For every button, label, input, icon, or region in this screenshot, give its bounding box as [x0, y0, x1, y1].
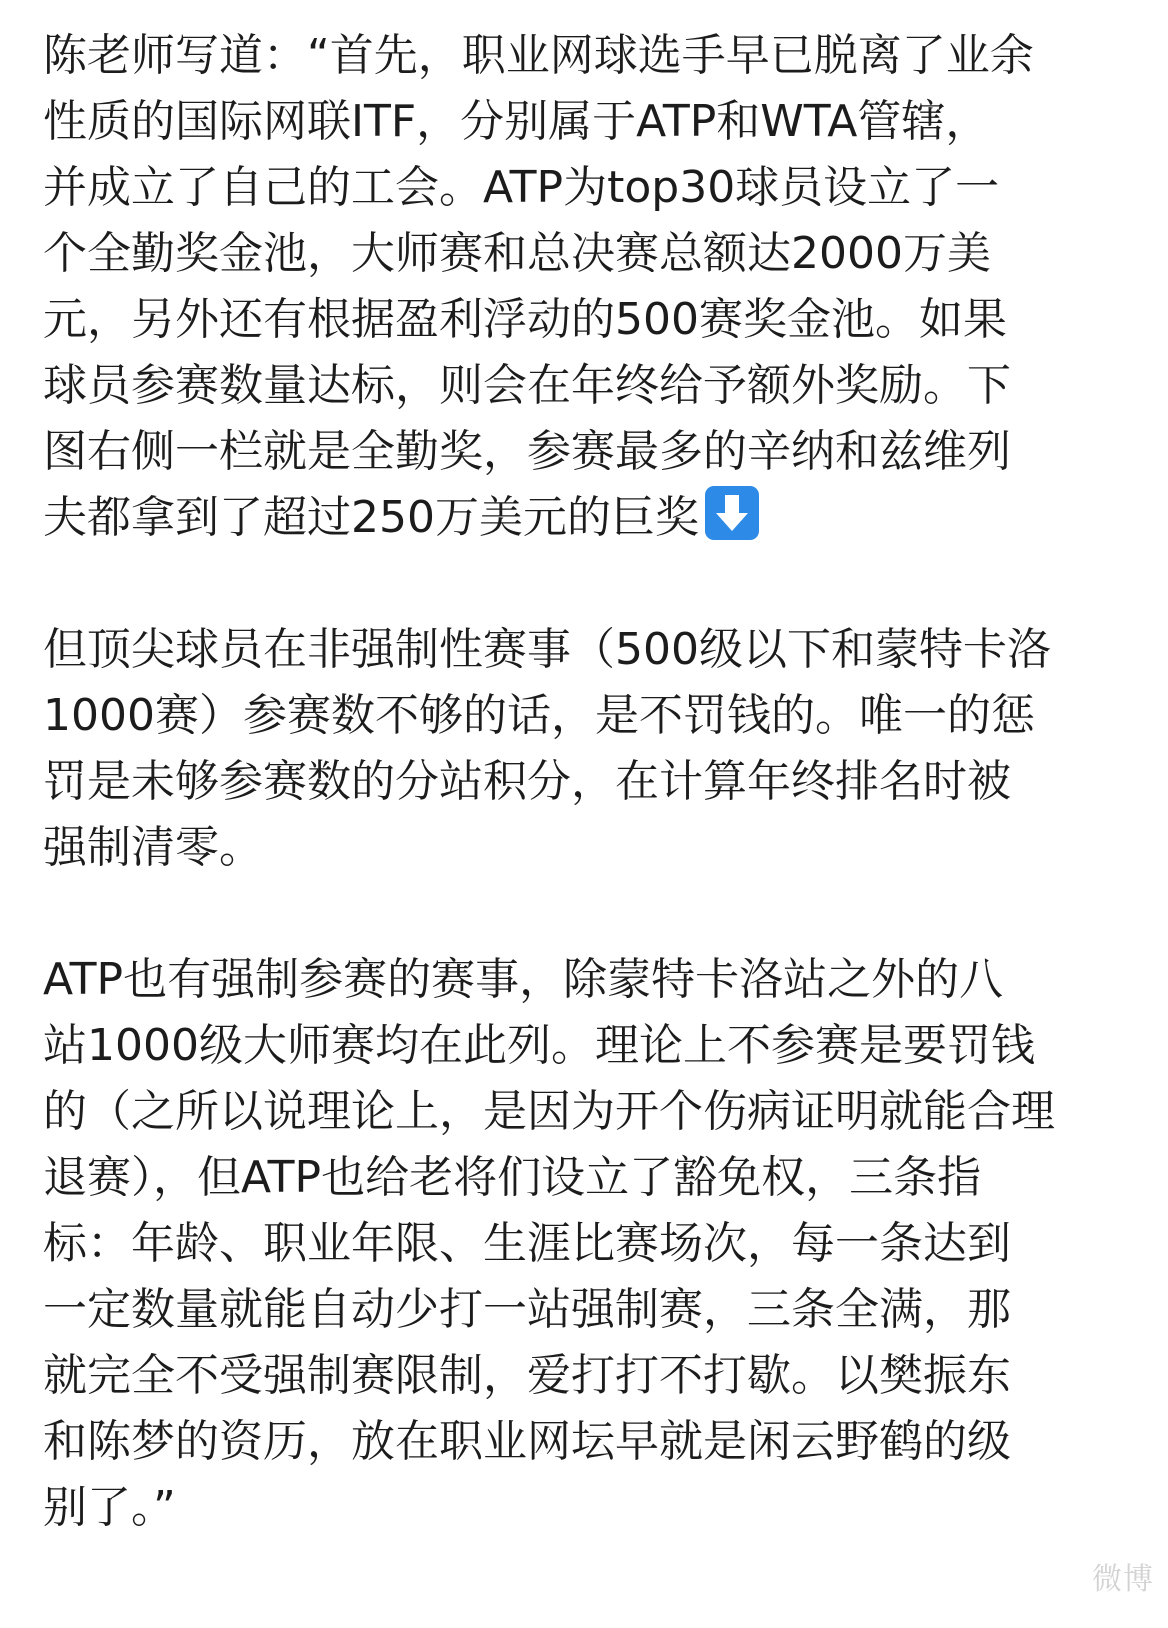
article-body	[43, 23, 1133, 1541]
text-line-with-emoji	[43, 485, 1133, 551]
text-line: 夫都拿到了超过250万美元的巨奖	[43, 492, 699, 543]
text-line: 站1000级大师赛均在此列。理论上不参赛是要罚钱	[43, 1020, 1035, 1071]
text-line: 1000赛）参赛数不够的话，是不罚钱的。唯一的惩	[43, 690, 1035, 741]
text-line: 并成立了自己的工会。ATP为top30球员设立了一	[43, 162, 1000, 213]
text-line: 强制清零。	[43, 822, 263, 873]
text-line: 就完全不受强制赛限制，爱打打不打歇。以樊振东	[43, 1350, 1011, 1401]
text-line: ATP也有强制参赛的赛事，除蒙特卡洛站之外的八	[43, 954, 1004, 1005]
down-arrow-emoji-icon	[705, 486, 759, 540]
paragraph-3	[43, 947, 1133, 1541]
text-line: 别了。”	[43, 1482, 176, 1533]
text-line: 退赛），但ATP也给老将们设立了豁免权，三条指	[43, 1152, 982, 1203]
text-line: 元，另外还有根据盈利浮动的500赛奖金池。如果	[43, 294, 1007, 345]
paragraph-1	[43, 23, 1133, 551]
text-line: 但顶尖球员在非强制性赛事（500级以下和蒙特卡洛	[43, 624, 1051, 675]
text-line: 图右侧一栏就是全勤奖，参赛最多的辛纳和兹维列	[43, 426, 1011, 477]
text-line: 的（之所以说理论上，是因为开个伤病证明就能合理	[43, 1086, 1055, 1137]
text-line: 球员参赛数量达标，则会在年终给予额外奖励。下	[43, 360, 1011, 411]
text-line: 标：年龄、职业年限、生涯比赛场次，每一条达到	[43, 1218, 1011, 1269]
text-line: 罚是未够参赛数的分站积分，在计算年终排名时被	[43, 756, 1011, 807]
text-line: 陈老师写道：“首先，职业网球选手早已脱离了业余	[43, 30, 1034, 81]
text-line: 个全勤奖金池，大师赛和总决赛总额达2000万美	[43, 228, 991, 279]
text-line: 和陈梦的资历，放在职业网坛早就是闲云野鹤的级	[43, 1416, 1011, 1467]
text-line: 性质的国际网联ITF，分别属于ATP和WTA管辖，	[43, 96, 990, 147]
paragraph-2	[43, 617, 1133, 881]
text-line: 一定数量就能自动少打一站强制赛，三条全满，那	[43, 1284, 1011, 1335]
watermark: 微博	[1092, 1562, 1154, 1597]
